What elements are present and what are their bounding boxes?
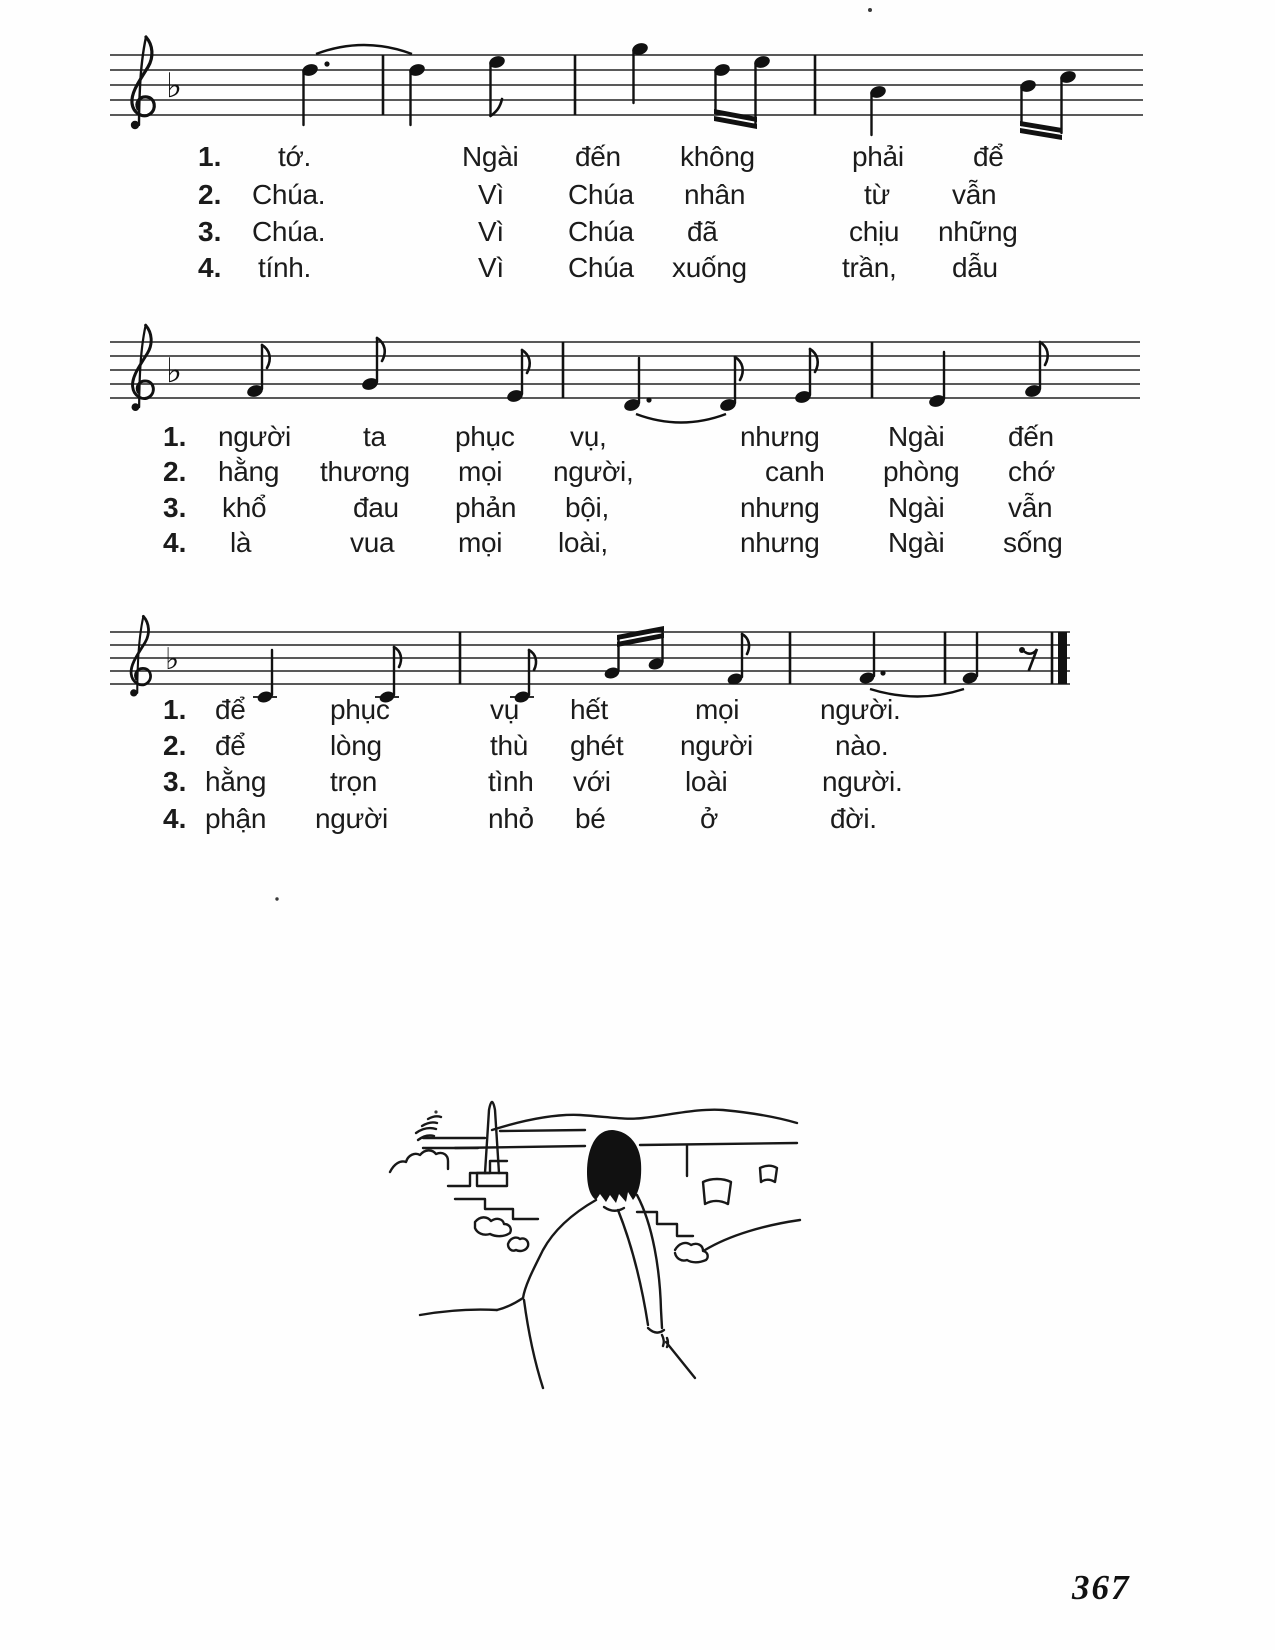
lyric-word: ghét	[570, 730, 624, 761]
verse-line	[0, 141, 1275, 175]
scan-speck	[868, 8, 872, 12]
bush	[475, 1217, 511, 1236]
ground-line	[420, 1310, 497, 1315]
lyric-word: phục	[455, 421, 515, 452]
verse-line	[0, 421, 1275, 455]
lyric-word: phải	[852, 141, 904, 172]
lyric-word: thù	[490, 730, 529, 761]
staff-lines	[110, 632, 1070, 684]
verse-number: 1.	[163, 694, 187, 725]
lyric-word: hết	[570, 694, 609, 725]
lyric-word: Ngài	[462, 141, 519, 172]
lyric-word: Ngài	[888, 492, 945, 523]
lyric-word: đến	[575, 141, 621, 172]
lyric-word: Chúa	[568, 252, 634, 283]
lyric-word: vẫn	[1008, 492, 1053, 523]
lyric-word: nào.	[835, 730, 889, 761]
verse-number: 1.	[198, 141, 222, 172]
verse-number: 3.	[163, 766, 187, 797]
notes	[246, 338, 1048, 423]
lyric-word: Ngài	[888, 421, 945, 452]
lyric-word: Chúa	[568, 216, 634, 247]
staff-1	[110, 37, 1143, 140]
lyric-word: Ngài	[888, 527, 945, 558]
lyric-word: hằng	[205, 766, 267, 797]
lyric-word: vua	[350, 527, 395, 558]
sailboat	[760, 1166, 777, 1182]
lyric-word: Chúa.	[252, 216, 326, 247]
flat-sign-icon: ♭	[165, 642, 180, 677]
lyric-word: ở	[700, 803, 719, 834]
staff-lines	[110, 55, 1143, 115]
lyric-word: người	[218, 421, 291, 452]
scan-speck	[275, 897, 278, 900]
lyric-word: loài,	[558, 527, 608, 558]
lyric-word: loài	[685, 766, 728, 797]
lyric-word: phận	[205, 803, 267, 834]
verse-line	[0, 252, 1275, 286]
lyric-word: nhưng	[740, 527, 820, 558]
lyric-word: ta	[363, 421, 386, 452]
lyric-word: chịu	[849, 216, 900, 247]
lyric-word: mọi	[458, 456, 503, 487]
lyric-word: vẫn	[952, 179, 997, 210]
lyric-word: trần,	[842, 252, 897, 283]
verse-line	[0, 803, 1275, 837]
illustration-figure-landscape	[390, 1102, 800, 1388]
lyric-word: dẫu	[952, 252, 998, 283]
bush	[390, 1150, 448, 1172]
lyric-word: người.	[820, 694, 901, 725]
lyric-word: khổ	[222, 492, 267, 523]
lyric-word: để	[215, 694, 246, 725]
lyric-word: vụ,	[570, 421, 607, 452]
verse-line	[0, 694, 1275, 728]
notes	[301, 41, 1078, 140]
notes	[253, 626, 1037, 704]
lyric-word: lòng	[330, 730, 382, 761]
figure-right-arm-outer	[637, 1195, 662, 1328]
lyric-word: người,	[553, 456, 634, 487]
terrace-steps	[455, 1199, 538, 1219]
lyric-word: phản	[455, 492, 517, 523]
lyric-word: vụ	[490, 694, 519, 725]
lyric-word: đến	[1008, 421, 1054, 452]
tie	[316, 45, 412, 54]
verse-number: 3.	[198, 216, 222, 247]
figure-left-arm	[497, 1298, 523, 1310]
staff-3	[110, 616, 1070, 704]
lyric-word: nhưng	[740, 492, 820, 523]
figure-right-arm-inner	[618, 1210, 648, 1325]
lyric-word: người	[315, 803, 388, 834]
lyric-word: nhưng	[740, 421, 820, 452]
lyric-word: nhỏ	[488, 803, 534, 834]
verse-number: 2.	[163, 456, 187, 487]
lyric-word: Chúa.	[252, 179, 326, 210]
lyric-word: để	[215, 730, 246, 761]
lyric-word: nhân	[684, 179, 746, 210]
sea-line	[640, 1143, 797, 1145]
lyric-word: sống	[1003, 527, 1063, 558]
lyric-word: đời.	[830, 803, 877, 834]
lyric-word: xuống	[672, 252, 747, 283]
lyric-word: người.	[822, 766, 903, 797]
lyric-word: canh	[765, 456, 825, 487]
lyric-word: bội,	[565, 492, 609, 523]
verse-line	[0, 179, 1275, 213]
bush	[675, 1243, 708, 1262]
flat-sign-icon: ♭	[166, 66, 183, 106]
lyric-word: bé	[575, 803, 606, 834]
verse-number: 1.	[163, 421, 187, 452]
hills-line	[492, 1110, 797, 1130]
lyric-word: tình	[488, 766, 534, 797]
lyric-word: hằng	[218, 456, 280, 487]
lyric-word: tớ.	[278, 141, 312, 172]
verse-line	[0, 456, 1275, 490]
lyric-word: phục	[330, 694, 390, 725]
lyric-word: mọi	[458, 527, 503, 558]
lyric-word: mọi	[695, 694, 740, 725]
verse-line	[0, 730, 1275, 764]
verse-number: 2.	[198, 179, 222, 210]
lyric-word: Vì	[478, 216, 504, 247]
lyric-word: Chúa	[568, 179, 634, 210]
sailboat	[703, 1179, 731, 1204]
staff-lines	[110, 342, 1140, 398]
lyric-word: người	[680, 730, 753, 761]
lyric-word: tính.	[258, 252, 311, 283]
lyric-word: phòng	[883, 456, 960, 487]
verse-line	[0, 766, 1275, 800]
bush	[508, 1238, 528, 1251]
verse-line	[0, 492, 1275, 526]
lyric-word: Vì	[478, 179, 504, 210]
verse-line	[0, 527, 1275, 561]
page-number: 367	[1072, 1568, 1131, 1607]
staff-2	[110, 325, 1140, 422]
lyric-word: là	[230, 527, 252, 558]
verse-line	[0, 216, 1275, 250]
walking-stick	[666, 1342, 695, 1378]
figure-back	[523, 1200, 596, 1298]
lyric-word: trọn	[330, 766, 378, 797]
verse-number: 4.	[163, 803, 187, 834]
lyric-word: những	[938, 216, 1018, 247]
scribble-strokes	[416, 1110, 441, 1140]
verse-number: 4.	[163, 527, 187, 558]
verse-number: 4.	[198, 252, 222, 283]
lyric-word: đã	[687, 216, 718, 247]
lyric-word: không	[680, 141, 755, 172]
figure-collar	[604, 1207, 624, 1211]
lyric-word: đau	[353, 492, 399, 523]
figure-hair	[587, 1130, 641, 1203]
lyric-word: để	[973, 141, 1004, 172]
flat-sign-icon: ♭	[166, 351, 183, 391]
figure-robe-left	[524, 1300, 543, 1388]
lyric-word: với	[573, 766, 611, 797]
lyric-word: thương	[320, 456, 410, 487]
verse-number: 2.	[163, 730, 187, 761]
lyric-word: Vì	[478, 252, 504, 283]
lyric-word: từ	[864, 179, 890, 210]
tower-base	[477, 1173, 507, 1186]
lyric-word: chớ	[1008, 456, 1056, 487]
hill-right	[705, 1220, 800, 1250]
tower-spire	[485, 1102, 499, 1173]
wall-top-line	[500, 1130, 585, 1131]
verse-number: 3.	[163, 492, 187, 523]
